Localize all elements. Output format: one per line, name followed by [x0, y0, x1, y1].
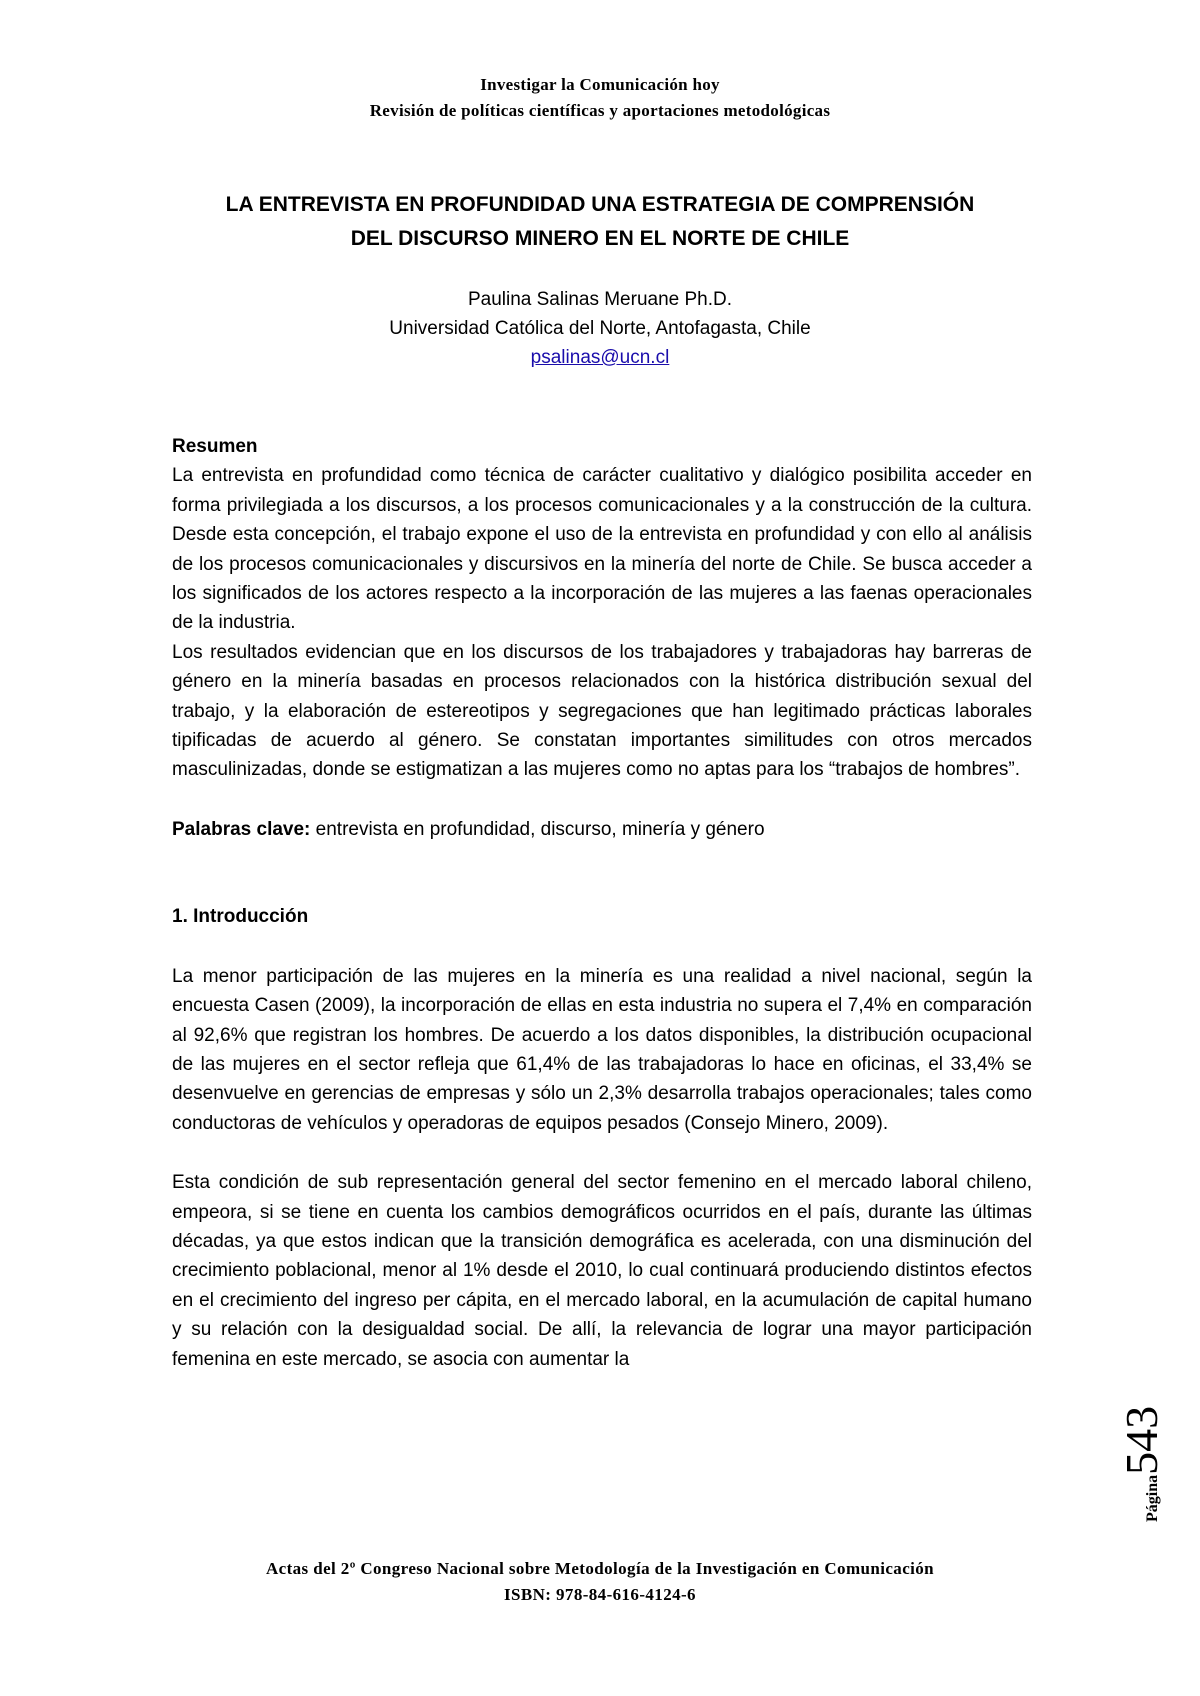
- page-number-value: 543: [1116, 1405, 1167, 1475]
- introduction-paragraph-2: Esta condición de sub representación general del sector femenino en el mercado laboral chileno, empeora, si se tiene en cuenta los cambios demográficos ocurridos en el país, durante las últimas décadas, ya que estos indican que la transición demográfica es acelerada, con una disminución del crecimiento poblacional, menor al 1% desde el 2010, lo cual continuará produciendo distintos efectos en el crecimiento del ingreso per cápita, en el mercado laboral, en la acumulación de capital humano y su relación con la desigualdad social. De allí, la relevancia de lograr una mayor participación femenina en este mercado, se asocia con aumentar la: [172, 1172, 1032, 1370]
- abstract-heading: Resumen: [172, 436, 258, 457]
- page-number-label: Página: [1144, 1474, 1161, 1522]
- running-footer: [0, 1556, 1200, 1608]
- introduction-paragraph-1: La menor participación de las mujeres en la minería es una realidad a nivel nacional, según la encuesta Casen (2009), la incorporación de ellas en esta industria no supera el 7,4% en comparación al 92,6% que registran los hombres. De acuerdo a los datos disponibles, la distribución ocupacional de las mujeres en el sector refleja que 61,4% de las trabajadoras lo hace en oficinas, el 33,4% se desenvuelve en gerencias de empresas y sólo un 2,3% desarrolla trabajos operacionales; tales como conductoras de vehículos y operadoras de equipos pesados (Consejo Minero, 2009).: [172, 965, 1032, 1134]
- section-heading-introduction: 1. Introducción: [172, 906, 309, 928]
- running-footer-line-1: Actas del 2º Congreso Nacional sobre Metodología de la Investigación en Comunicación: [265, 1559, 935, 1578]
- running-header-line-1: Investigar la Comunicación hoy: [480, 75, 720, 94]
- paper-title-line-1: LA ENTREVISTA EN PROFUNDIDAD UNA ESTRATEGIA DE COMPRENSIÓN: [225, 193, 975, 216]
- author-name: Paulina Salinas Meruane Ph.D.: [467, 289, 733, 310]
- running-header: [0, 72, 1200, 124]
- abstract-paragraph-1: La entrevista en profundidad como técnica de carácter cualitativo y dialógico posibilita acceder en forma privilegiada a los discursos, a los procesos comunicacionales y a la construcción de la cultura. Desde esta concepción, el trabajo expone el uso de la entrevista en profundidad y con ello al análisis de los procesos comunicacionales y discursivos en la minería del norte de Chile. Se busca acceder a los significados de los actores respecto a la incorporación de las mujeres a las faenas operacionales de la industria.: [172, 465, 1032, 634]
- paper-title-line-2: DEL DISCURSO MINERO EN EL NORTE DE CHILE: [350, 227, 850, 250]
- isbn: ISBN: 978-84-616-4124-6: [504, 1585, 696, 1604]
- main-text: [172, 432, 1032, 1374]
- running-header-line-2: Revisión de políticas científicas y aportaciones metodológicas: [369, 101, 831, 120]
- paper-title: [0, 188, 1200, 256]
- keywords-text: entrevista en profundidad, discurso, minería y género: [310, 818, 765, 840]
- author-block: [0, 285, 1200, 372]
- author-affiliation: Universidad Católica del Norte, Antofagasta, Chile: [389, 318, 811, 339]
- keywords: [172, 815, 1032, 844]
- author-email-link[interactable]: psalinas@ucn.cl: [530, 347, 670, 368]
- keywords-label: Palabras clave:: [172, 818, 311, 840]
- abstract-paragraph-2: Los resultados evidencian que en los discursos de los trabajadores y trabajadoras hay barreras de género en la minería basadas en procesos relacionados con la histórica distribución sexual del trabajo, y la elaboración de estereotipos y segregaciones que han legitimado prácticas laborales tipificadas de acuerdo al género. Se constatan importantes similitudes con otros mercados masculinizadas, donde se estigmatizan a las mujeres como no aptas para los “trabajos de hombres”.: [172, 641, 1032, 781]
